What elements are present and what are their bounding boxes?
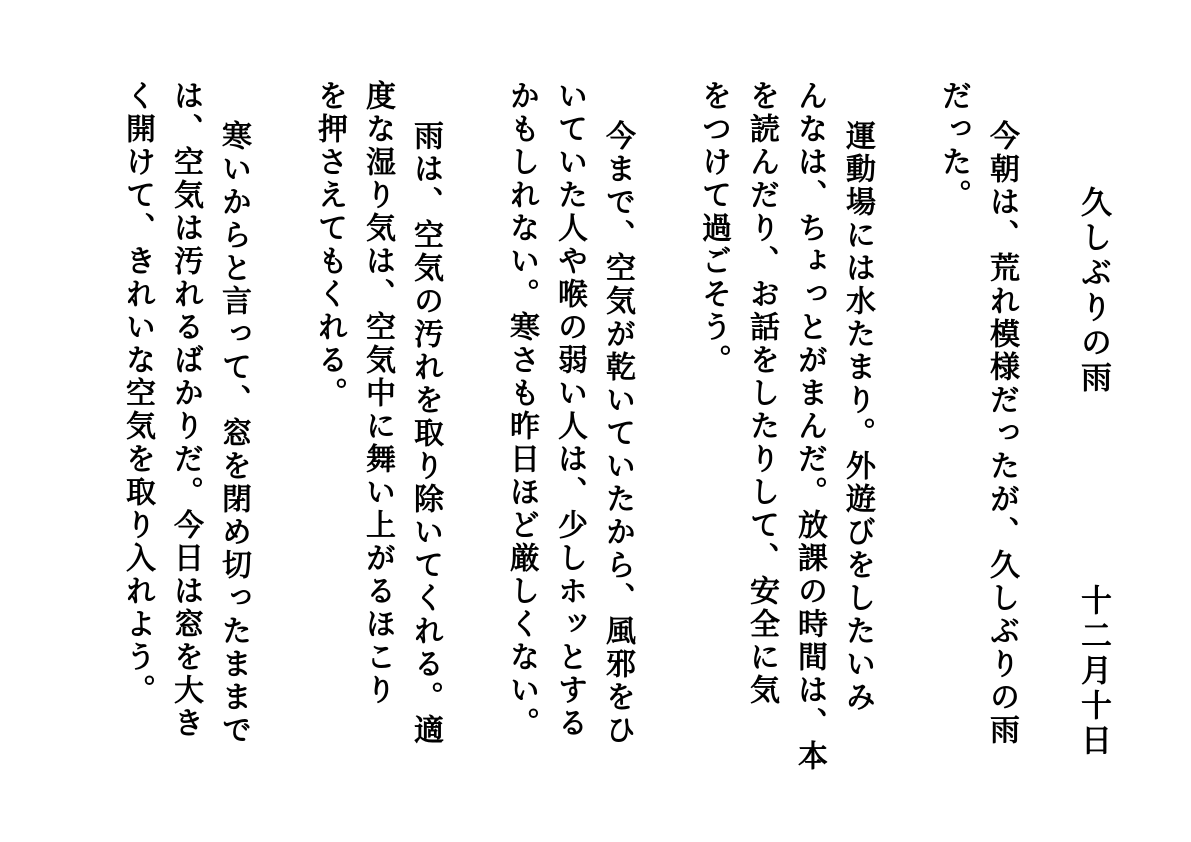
text-line: んなは、ちょっとがまんだ。放課の時間は、本 xyxy=(792,80,827,773)
text-line: いていた人や喉の弱い人は、少しホッとする xyxy=(552,80,587,740)
text-line: を読んだり、お話をしたりして、安全に気 xyxy=(744,80,779,707)
text-line: 雨は、空気の汚れを取り除いてくれる。適 xyxy=(408,120,443,747)
text-line: を押さえてもくれる。 xyxy=(312,80,347,410)
text-line: 今まで、空気が乾いていたから、風邪をひ xyxy=(600,120,635,747)
text-line: 度な湿り気は、空気中に舞い上がるほこり xyxy=(360,80,395,707)
text-line: 運動場には水たまり。外遊びをしたいみ xyxy=(840,120,875,714)
document-date: 十二月十日 xyxy=(1075,584,1111,759)
text-line: をつけて過ごそう。 xyxy=(696,80,731,377)
text-line: 寒いからと言って、窓を閉め切ったままで xyxy=(216,120,251,747)
text-line: く開けて、きれいな空気を取り入れよう。 xyxy=(120,80,155,707)
text-line: かもしれない。寒さも昨日ほど厳しくない。 xyxy=(504,80,539,740)
text-line: 今朝は、荒れ模様だったが、久しぶりの雨 xyxy=(984,120,1019,747)
text-line: だった。 xyxy=(936,80,971,212)
document-title: 久しぶりの雨 xyxy=(1075,186,1111,396)
text-line: は、空気は汚れるばかりだ。今日は窓を大き xyxy=(168,80,203,740)
